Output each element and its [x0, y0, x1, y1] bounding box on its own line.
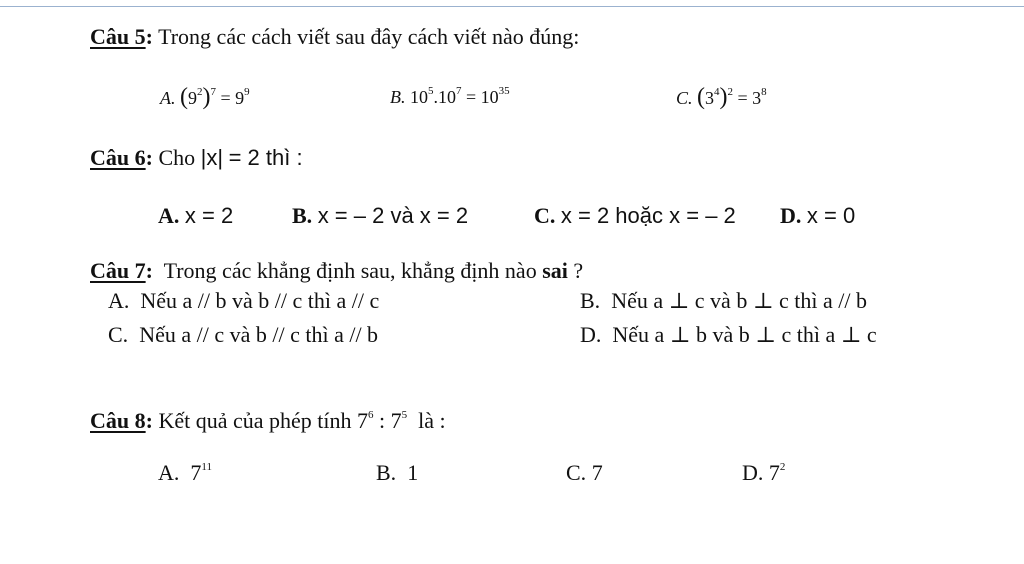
question-8-option-a[interactable]: A. $7^{11}$: [158, 460, 212, 485]
question-5-option-b[interactable]: B. $10^5.10^7 = 10^{35}$: [390, 85, 510, 107]
question-8-option-b[interactable]: B. 1: [376, 460, 419, 485]
question-8: Câu 8: Kết quả của phép tính $7^6$ : $7^5$ là :: [90, 408, 446, 433]
question-7-option-d[interactable]: D. Nếu a ⊥ b và b ⊥ c thì a ⊥ c: [580, 322, 877, 347]
question-8-option-c[interactable]: C. 7: [566, 460, 603, 485]
question-7-option-b[interactable]: B. Nếu a ⊥ c và b ⊥ c thì a // b: [580, 288, 867, 313]
question-6-option-a[interactable]: A. x = 2: [158, 203, 234, 228]
question-5-text: Trong các cách viết sau đây cách viết nào đúng:: [158, 24, 580, 49]
question-5-label: Câu 5: [90, 24, 146, 49]
question-7: Câu 7: Trong các khẳng định sau, khẳng định nào sai ?: [90, 258, 584, 283]
question-7-label: Câu 7: [90, 258, 146, 283]
question-7-option-c[interactable]: C. Nếu a // c và b // c thì a // b: [108, 322, 379, 347]
question-6-option-c[interactable]: C. x = 2 hoặc x = – 2: [534, 203, 736, 228]
question-8-option-d[interactable]: D. $7^2$: [742, 460, 786, 485]
question-6: Câu 6: Cho |x| = 2 thì :: [90, 145, 303, 170]
question-5-option-a[interactable]: A. $(9^2)^7 = 9^9$: [160, 84, 250, 110]
question-7-option-a[interactable]: A. Nếu a // b và b // c thì a // c: [108, 288, 380, 313]
question-6-option-b[interactable]: B. x = – 2 và x = 2: [292, 203, 469, 228]
question-5: Câu 5: Trong các cách viết sau đây cách viết nào đúng:: [90, 24, 580, 49]
question-6-option-d[interactable]: D. x = 0: [780, 203, 856, 228]
question-5-option-c[interactable]: C. $(3^4)^2 = 3^8$: [676, 84, 767, 110]
question-8-label: Câu 8: [90, 408, 146, 433]
page-top-border: [0, 6, 1024, 7]
question-6-label: Câu 6: [90, 145, 146, 170]
